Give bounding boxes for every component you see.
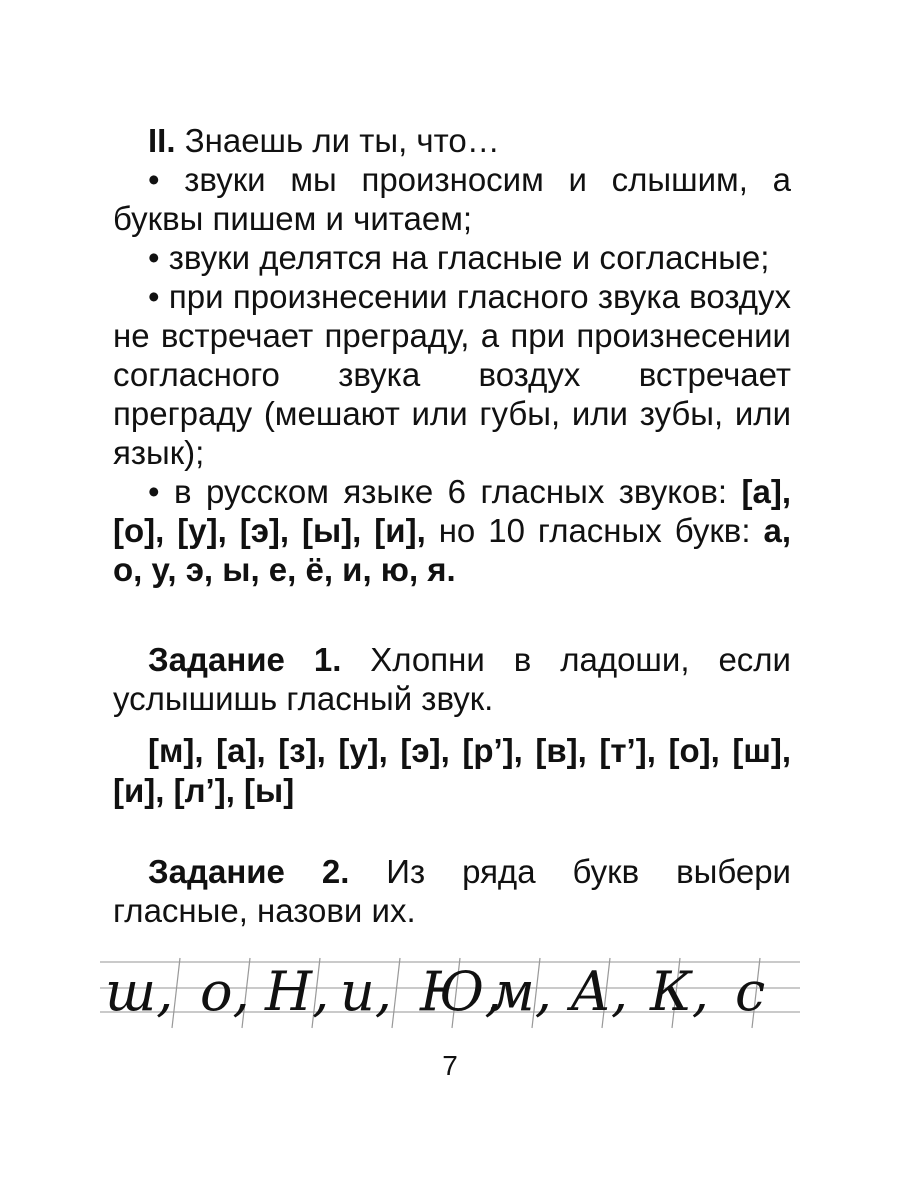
task-label: Задание 2. <box>148 853 350 890</box>
cursive-letter: А, <box>570 960 629 1023</box>
cursive-letter: и, <box>340 960 392 1023</box>
theory-bullet: • при произнесении гласного звука воздух не встречает преграду, а при произнесении согласного звука воздух встречает преграду (мешают или губы, или зубы, или язык); <box>113 278 791 471</box>
theory-bullet-vowels <box>113 472 791 589</box>
cursive-letter: м, <box>490 960 552 1023</box>
page-number: 7 <box>442 1050 458 1081</box>
section-number: II. <box>148 122 176 159</box>
task-1-sounds: [м], [а], [з], [у], [э], [р’], [в], [т’], [о], [ш], [и], [л’], [ы] <box>113 732 791 809</box>
task-1 <box>113 640 791 811</box>
task-text: Из ряда букв выбери гласные, назови их. <box>113 853 791 929</box>
handwriting-lines <box>100 950 800 1030</box>
cursive-letter: ш, <box>105 960 174 1023</box>
theory-bullet: • звуки делятся на гласные и согласные; <box>148 239 770 276</box>
cursive-letter: К, <box>650 960 709 1023</box>
task-2-instruction <box>113 852 791 930</box>
vowel-letters: а, о, у, э, ы, е, ё, и, ю, я. <box>113 512 791 588</box>
cursive-letter: Ю, <box>420 960 502 1023</box>
task-1-instruction <box>113 640 791 718</box>
task-label: Задание 1. <box>148 641 342 678</box>
cursive-letter: о, <box>200 960 250 1023</box>
theory-heading <box>113 121 791 160</box>
task-2 <box>113 852 791 930</box>
bullet-text: • в русском языке 6 гласных звуков: <box>148 473 728 510</box>
handwriting-row <box>100 950 800 1030</box>
task-text: Хлопни в ладоши, если услышишь гласный звук. <box>113 641 791 717</box>
heading-text: Знаешь ли ты, что… <box>184 122 500 159</box>
vowel-sounds: [а], [о], [у], [э], [ы], [и], <box>113 473 791 549</box>
cursive-letter: с <box>735 960 766 1023</box>
theory-section <box>113 121 791 589</box>
bullet-text: но 10 гласных букв: <box>438 512 751 549</box>
theory-bullet: • звуки мы произносим и слышим, а буквы пишем и читаем; <box>113 161 791 237</box>
cursive-letter: Н, <box>265 960 330 1023</box>
